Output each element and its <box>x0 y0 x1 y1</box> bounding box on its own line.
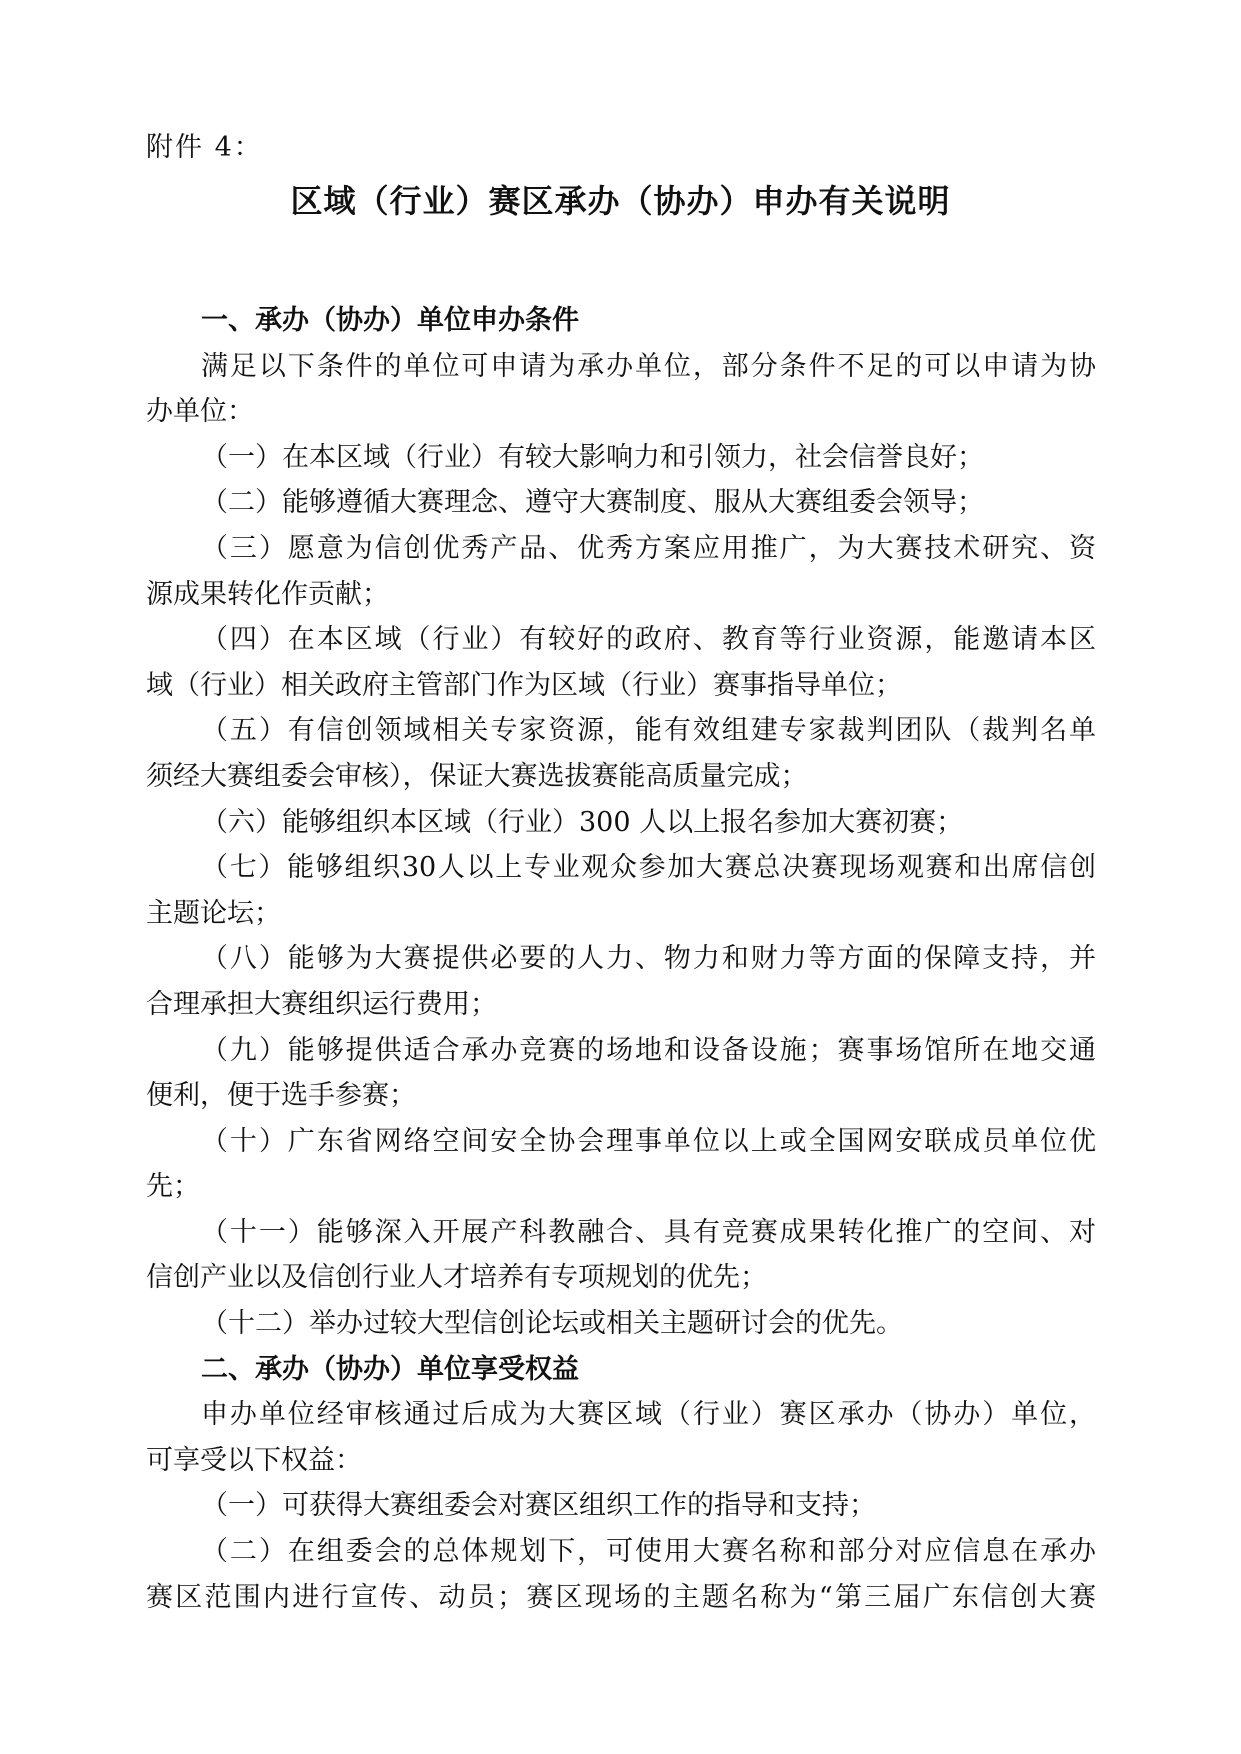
paragraph-line: （二）在组委会的总体规划下，可使用大赛名称和部分对应信息在承办 <box>201 1536 1096 1568</box>
paragraph-line: （十一）能够深入开展产科教融合、具有竞赛成果转化推广的空间、对 <box>201 1216 1096 1248</box>
paragraph-line: 主题论坛； <box>146 897 281 929</box>
paragraph-line: （三）愿意为信创优秀产品、优秀方案应用推广，为大赛技术研究、资 <box>201 532 1096 564</box>
paragraph-line: （十二）举办过较大型信创论坛或相关主题研讨会的优先。 <box>201 1308 903 1340</box>
paragraph-line: 信创产业以及信创行业人才培养有专项规划的优先； <box>146 1262 767 1294</box>
paragraph-line: （七）能够组织30人以上专业观众参加大赛总决赛现场观赛和出席信创 <box>201 852 1096 884</box>
paragraph-line: 域（行业）相关政府主管部门作为区域（行业）赛事指导单位； <box>146 669 902 701</box>
paragraph-line: 便利，便于选手参赛； <box>146 1080 416 1112</box>
paragraph-line: 可享受以下权益： <box>146 1444 362 1476</box>
section-heading: 一、承办（协办）单位申办条件 <box>201 305 579 336</box>
section-heading: 二、承办（协办）单位享受权益 <box>201 1353 579 1385</box>
paragraph-line: 办单位： <box>146 396 254 428</box>
paragraph-line: 满足以下条件的单位可申请为承办单位，部分条件不足的可以申请为协 <box>201 350 1096 382</box>
paragraph-line: （四）在本区域（行业）有较好的政府、教育等行业资源，能邀请本区 <box>201 624 1096 656</box>
paragraph-line: 申办单位经审核通过后成为大赛区域（行业）赛区承办（协办）单位， <box>201 1399 1096 1431</box>
paragraph-line: 源成果转化作贡献； <box>146 578 389 610</box>
paragraph-line: （八）能够为大赛提供必要的人力、物力和财力等方面的保障支持，并 <box>201 943 1096 975</box>
document-body <box>146 298 1096 1620</box>
paragraph-line: （一）可获得大赛组委会对赛区组织工作的指导和支持； <box>201 1490 876 1522</box>
paragraph-line: （六）能够组织本区域（行业）300 人以上报名参加大赛初赛； <box>201 806 964 838</box>
paragraph-line: 须经大赛组委会审核），保证大赛选拔赛能高质量完成； <box>146 760 808 792</box>
paragraph-line: （一）在本区域（行业）有较大影响力和引领力，社会信誉良好； <box>201 441 984 473</box>
attachment-label: 附件 4： <box>146 132 263 163</box>
paragraph-line: （九）能够提供适合承办竞赛的场地和设备设施；赛事场馆所在地交通 <box>201 1034 1096 1066</box>
paragraph-line: （十）广东省网络空间安全协会理事单位以上或全国网安联成员单位优 <box>201 1125 1096 1157</box>
paragraph-line: （二）能够遵循大赛理念、遵守大赛制度、服从大赛组委会领导； <box>201 487 984 519</box>
paragraph-line: 赛区范围内进行宣传、动员；赛区现场的主题名称为“第三届广东信创大赛 <box>146 1581 1096 1613</box>
paragraph-line: 合理承担大赛组织运行费用； <box>146 988 497 1020</box>
paragraph-line: （五）有信创领域相关专家资源，能有效组建专家裁判团队（裁判名单 <box>201 715 1096 747</box>
document-title: 区域（行业）赛区承办（协办）申办有关说明 <box>290 182 951 220</box>
paragraph-line: 先； <box>146 1171 200 1203</box>
